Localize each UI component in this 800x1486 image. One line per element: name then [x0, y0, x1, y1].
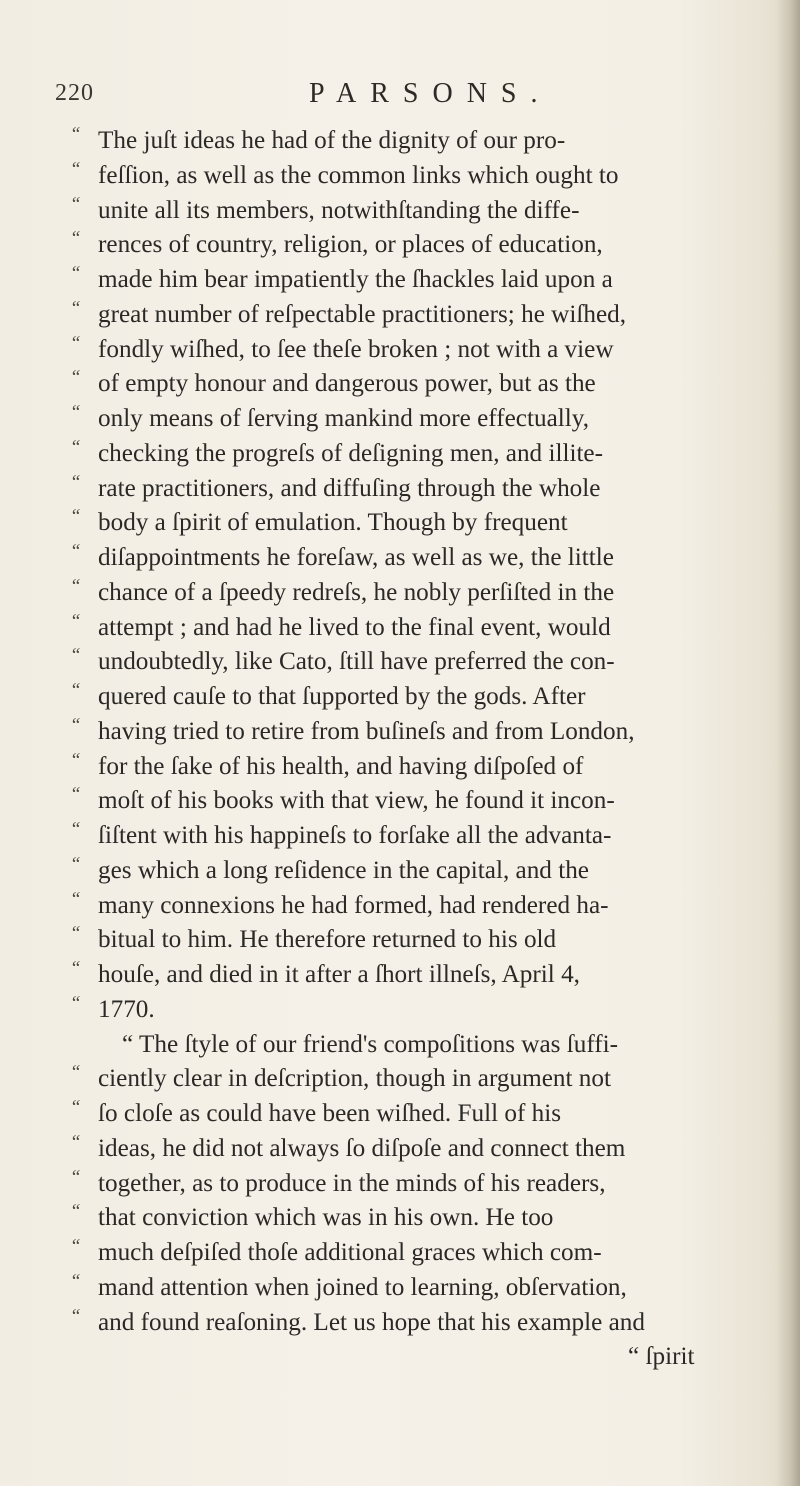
line-text: only means of ſerving mankind more effectually,: [98, 405, 590, 432]
margin-quote-mark: “: [70, 819, 81, 840]
text-line: [0, 1132, 800, 1166]
margin-quote-mark: “: [70, 1201, 81, 1223]
margin-quote-mark: “: [70, 958, 81, 979]
margin-quote-mark: “: [70, 749, 81, 771]
line-text: unite all its members, notwithſtanding the diffe-: [98, 196, 580, 224]
margin-quote-mark: “: [70, 367, 81, 389]
text-line: [0, 541, 800, 575]
margin-quote-mark: “: [70, 541, 81, 562]
text-line: [0, 1062, 800, 1096]
line-text: body a ſpirit of emulation. Though by frequent: [98, 509, 568, 537]
text-line: [0, 715, 800, 749]
margin-quote-mark: “: [70, 402, 81, 423]
text-line: [0, 194, 800, 228]
margin-quote-mark: “: [70, 784, 81, 806]
text-line: [0, 1236, 800, 1270]
line-text: ſo cloſe as could have been wiſhed. Full of his: [98, 1100, 562, 1127]
text-line: [0, 958, 800, 992]
margin-quote-mark: “: [70, 332, 81, 354]
text-line: [0, 750, 800, 784]
text-line: [0, 680, 800, 714]
text-line: [0, 576, 800, 610]
line-text: ges which a long reſidence in the capital, and the: [98, 856, 589, 884]
margin-quote-mark: “: [70, 1305, 81, 1327]
line-text: rences of country, religion, or places of education,: [98, 231, 603, 259]
text-line: [0, 993, 800, 1027]
text-line: [0, 1028, 800, 1062]
text-line: [0, 645, 800, 679]
text-line: [0, 402, 800, 436]
text-line: [0, 506, 800, 540]
line-text: fondly wiſhed, to ſee theſe broken ; not with a view: [98, 335, 614, 363]
margin-quote-mark: “: [70, 1270, 81, 1292]
margin-quote-mark: “: [70, 645, 81, 667]
margin-quote-mark: “: [70, 506, 81, 528]
text-line: [0, 611, 800, 645]
line-text: having tried to retire from buſineſs and from London,: [98, 717, 635, 745]
margin-quote-mark: “: [70, 263, 81, 284]
text-line: [0, 1167, 800, 1201]
line-text: ideas, he did not always ſo diſpoſe and connect them: [98, 1134, 626, 1162]
text-line: [0, 1306, 800, 1340]
text-line: [0, 1201, 800, 1235]
line-text: quered cauſe to that ſupported by the gods. After: [98, 683, 586, 710]
text-line: [0, 228, 800, 262]
margin-quote-mark: “: [70, 1097, 81, 1118]
line-text: diſappointments he foreſaw, as well as we, the little: [98, 544, 614, 571]
margin-quote-mark: “: [70, 1062, 81, 1084]
text-line: [0, 263, 800, 297]
margin-quote-mark: “: [70, 610, 81, 632]
line-text: mand attention when joined to learning, obſervation,: [98, 1273, 627, 1301]
margin-quote-mark: “: [70, 436, 81, 458]
margin-quote-mark: “: [70, 158, 81, 180]
margin-quote-mark: “: [70, 575, 81, 597]
line-text: “ ſpirit: [628, 1343, 695, 1371]
line-text: made him bear impatiently the ſhackles laid upon a: [98, 266, 613, 293]
margin-quote-mark: “: [70, 297, 81, 319]
text-line: [0, 1340, 800, 1374]
margin-quote-mark: “: [70, 1131, 81, 1153]
text-line: [0, 333, 800, 367]
line-text: houſe, and died in it after a ſhort illneſs, April 4,: [98, 961, 580, 988]
line-text: and found reaſoning. Let us hope that his example and: [98, 1308, 645, 1336]
margin-quote-mark: “: [70, 1166, 81, 1188]
line-text: undoubtedly, like Cato, ſtill have preferred the con-: [98, 648, 615, 676]
line-text: moſt of his books with that view, he found it incon-: [98, 787, 615, 815]
line-text: together, as to produce in the minds of his readers,: [98, 1169, 606, 1197]
text-line: [0, 472, 800, 506]
line-text: rate practitioners, and diffuſing through the whole: [98, 474, 601, 502]
margin-quote-mark: “: [70, 1236, 81, 1257]
margin-quote-mark: “: [70, 193, 81, 215]
text-line: [0, 159, 800, 193]
text-line: [0, 784, 800, 818]
line-text: bitual to him. He therefore returned to his old: [98, 926, 557, 954]
text-line: [0, 854, 800, 888]
line-text: 1770.: [98, 995, 155, 1023]
text-line: [0, 889, 800, 923]
margin-quote-mark: “: [70, 714, 81, 736]
line-text: for the ſake of his health, and having diſpoſed of: [98, 752, 584, 780]
page-number: 220: [55, 80, 94, 106]
line-text: great number of reſpectable practitioners; he wiſhed,: [98, 300, 627, 328]
line-text: attempt ; and had he lived to the final event, would: [98, 613, 611, 641]
text-line: [0, 367, 800, 401]
margin-quote-mark: “: [70, 888, 81, 910]
margin-quote-mark: “: [70, 228, 81, 250]
line-text: ciently clear in deſcription, though in argument not: [98, 1065, 611, 1093]
running-head: PARSONS.: [309, 78, 552, 109]
line-text: many connexions he had formed, had rendered ha-: [98, 891, 609, 919]
line-text: The juſt ideas he had of the dignity of our pro-: [98, 127, 566, 154]
text-line: [0, 298, 800, 332]
line-text: “ The ſtyle of our friend's compoſitions was ſuffi-: [122, 1030, 619, 1058]
margin-quote-mark: “: [70, 923, 81, 945]
page-header: [55, 78, 755, 112]
text-line: [0, 1097, 800, 1131]
text-line: [0, 437, 800, 471]
line-text: of empty honour and dangerous power, but as the: [98, 370, 596, 398]
margin-quote-mark: “: [70, 471, 81, 493]
line-text: feſſion, as well as the common links which ought to: [98, 161, 619, 189]
line-text: chance of a ſpeedy redreſs, he nobly perſiſted in the: [98, 578, 615, 606]
margin-quote-mark: “: [70, 992, 81, 1014]
text-line: [0, 1271, 800, 1305]
text-line: [0, 124, 800, 158]
text-line: [0, 923, 800, 957]
text-line: [0, 819, 800, 853]
line-text: much deſpiſed thoſe additional graces which com-: [98, 1239, 602, 1266]
line-text: that conviction which was in his own. He too: [98, 1204, 554, 1232]
margin-quote-mark: “: [70, 124, 81, 145]
line-text: checking the progreſs of deſigning men, and illite-: [98, 439, 604, 467]
line-text: ſiſtent with his happineſs to forſake all the advanta-: [98, 822, 612, 849]
margin-quote-mark: “: [70, 853, 81, 875]
margin-quote-mark: “: [70, 680, 81, 701]
